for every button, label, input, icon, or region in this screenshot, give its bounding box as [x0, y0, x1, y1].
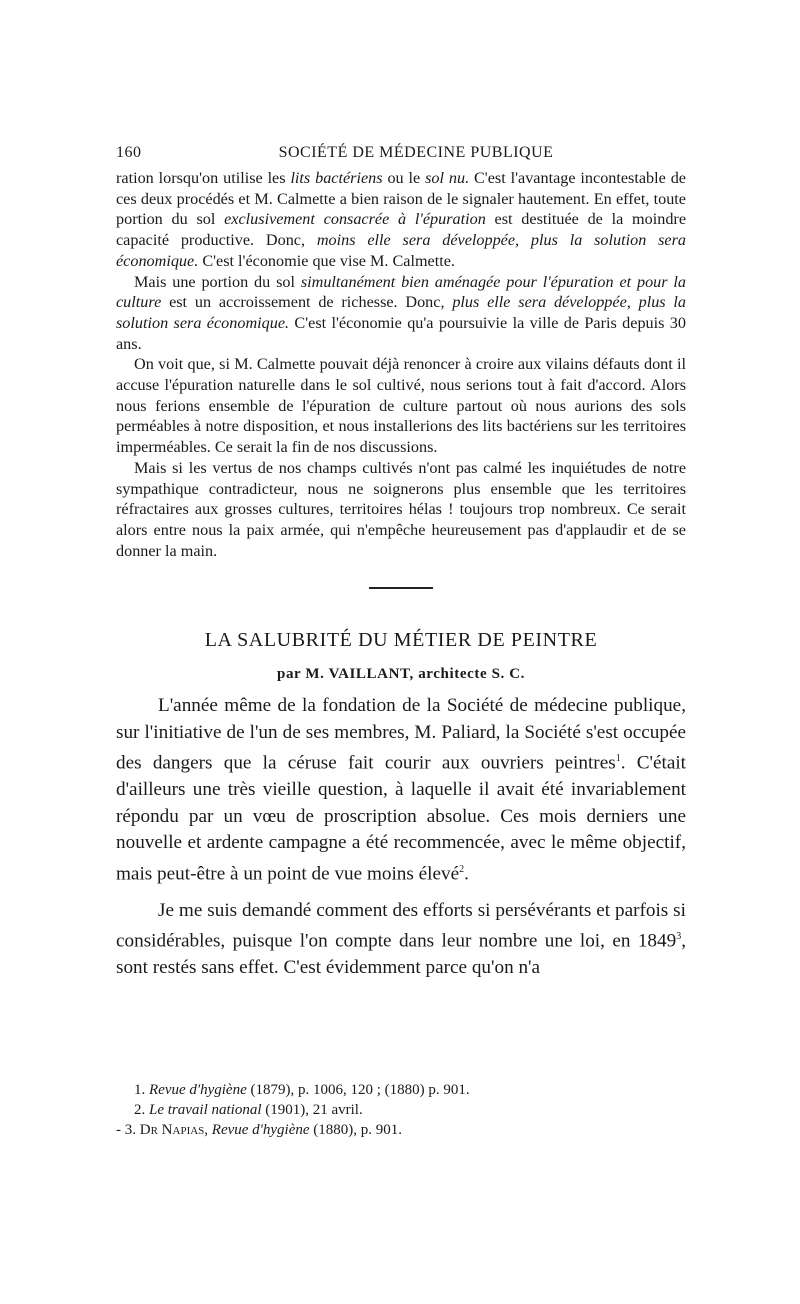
prev-paragraph-2 — [116, 272, 686, 355]
text-run: L'année même de la fondation de la Société de médecine publique, sur l'initiative de l'un de ses membres, M. Paliard, la Société s'est occupée des dangers que la céruse fait courir aux ouvriers peintres — [116, 695, 686, 774]
footnote-number: 2. — [134, 1102, 149, 1118]
footnotes — [116, 1080, 470, 1140]
emphasis: plus elle sera développée, plus la solution sera économique. — [116, 293, 686, 332]
text-run: Je me suis demandé comment des efforts si persévérants et parfois si considérables, puisque l'on compte dans leur nombre une loi, en 1849 — [116, 899, 686, 952]
footnote-author: Dr Napias — [139, 1122, 205, 1138]
text-run: , sont restés sans effet. C'est évidemment parce qu'on n'a — [116, 930, 686, 979]
running-title: SOCIÉTÉ DE MÉDECINE PUBLIQUE — [278, 144, 554, 161]
text-run: est destituée de la moindre capacité productive. Donc, — [116, 210, 687, 250]
emphasis: moins elle sera développée, plus la solution sera économique. — [116, 231, 686, 270]
article-title: LA SALUBRITÉ DU MÉTIER DE PEINTRE — [204, 629, 598, 652]
footnote-ref-1: 1 — [615, 753, 621, 765]
prev-paragraph-1 — [116, 168, 686, 272]
footnote-detail: (1879), p. 1006, 120 ; (1880) p. 901. — [246, 1082, 470, 1098]
footnote-ref-3: 3 — [676, 931, 682, 943]
emphasis: exclusivement consacrée à l'épuration — [224, 210, 486, 229]
prev-paragraph-4: Mais si les vertus de nos champs cultivés n'ont pas calmé les inquiétudes de notre sympathique contradicteur, nous ne soignerons plus ensemble que les territoires réfractaires aux grosses cultures, territoires hélas ! toujours trop nombreux. Ce serait alors entre nous la paix armée, qui n'empêche heureusement pas d'applaudir et de se donner la main. — [116, 458, 686, 560]
text-run: C'est l'économie que vise M. Calmette. — [198, 251, 455, 270]
emphasis: sol nu. — [425, 169, 470, 187]
text-run: ou le — [382, 169, 426, 187]
footnote-source: Revue d'hygiène — [211, 1122, 310, 1138]
running-header — [116, 140, 686, 168]
emphasis: lits bactériens — [290, 169, 383, 187]
footnote-detail: (1901), 21 avril. — [261, 1102, 363, 1118]
footnote-number: 1. — [134, 1082, 149, 1098]
emphasis: simultanément bien aménagée pour l'épuration et pour la culture — [116, 272, 686, 312]
footnote-number: 3. — [124, 1122, 140, 1138]
footnote-source: Le travail national — [149, 1102, 262, 1118]
page — [116, 140, 687, 1138]
text-run: . — [464, 863, 469, 885]
prev-paragraph-3: On voit que, si M. Calmette pouvait déjà renoncer à croire aux vilains défauts dont il accuse l'épuration naturelle dans le sol cultivé, nous serions tout à fait d'accord. Alors nous ferions ensemble de l'épuration de culture partout où nous aurions des sols perméables à notre disposition, et nous installerions des lits bactériens sur les territoires imperméables. Ce serait la fin de nos discussions. — [116, 355, 686, 457]
text-run: C'est l'économie qu'a poursuivie la ville de Paris depuis 30 ans. — [116, 313, 686, 353]
footnote-ref-2: 2 — [459, 863, 465, 875]
footnote-1 — [116, 1080, 470, 1100]
text-run: . C'était d'ailleurs une très vieille question, à laquelle il avait été invariablement répondu par un vœu de proscription absolue. Ces mois derniers une nouvelle et ardente campagne a été recommencée, avec le même objectif, mais peut-être à un point de vue moins élevé — [116, 752, 687, 885]
footnote-source: Revue d'hygiène — [149, 1082, 247, 1098]
article-paragraph-1 — [116, 693, 686, 887]
text-run: est un accroissement de richesse. Donc, — [161, 293, 453, 312]
article-paragraph-2 — [116, 898, 686, 982]
footnote-separator: , — [204, 1122, 212, 1138]
text-run: Mais une portion du sol — [134, 272, 301, 291]
article-byline: par M. VAILLANT, architecte S. C. — [277, 666, 525, 683]
text-run: ration lorsqu'on utilise les — [116, 169, 291, 187]
footnote-3 — [116, 1120, 470, 1140]
page-number: 160 — [116, 144, 142, 161]
footnote-detail: (1880), p. 901. — [309, 1122, 403, 1138]
text-run: C'est l'avantage incontestable de ces deux procédés et M. Calmette a bien raison de le signaler hautement. En effet, toute portion du sol — [116, 169, 686, 229]
footnote-2 — [116, 1100, 470, 1120]
section-divider — [369, 587, 433, 589]
footnote-mark: - — [116, 1122, 125, 1138]
